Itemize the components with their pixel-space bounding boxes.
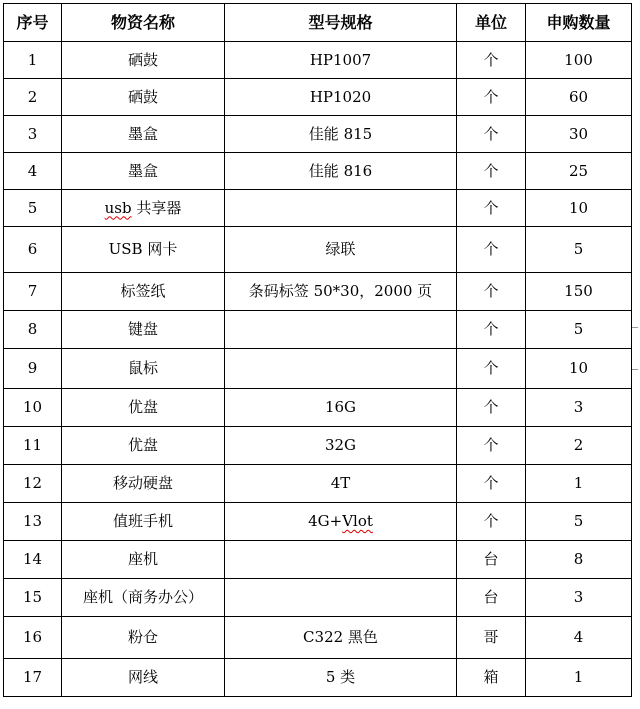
cell-name: 粉仓 — [62, 617, 225, 659]
cell-name: 移动硬盘 — [62, 465, 225, 503]
cell-no: 3 — [4, 116, 62, 153]
edge-mark — [632, 369, 638, 370]
cell-qty: 5 — [526, 503, 632, 541]
cell-no: 9 — [4, 349, 62, 389]
cell-qty: 4 — [526, 617, 632, 659]
table-row — [4, 541, 632, 579]
table-row — [4, 349, 632, 389]
header-unit: 单位 — [457, 4, 526, 42]
table-row — [4, 389, 632, 427]
header-qty: 申购数量 — [526, 4, 632, 42]
cell-name: 键盘 — [62, 311, 225, 349]
cell-spec — [225, 579, 457, 617]
cell-unit: 个 — [457, 227, 526, 273]
cell-name: 硒鼓 — [62, 79, 225, 116]
cell-no: 5 — [4, 190, 62, 227]
cell-name: 优盘 — [62, 389, 225, 427]
cell-name: 鼠标 — [62, 349, 225, 389]
cell-spec: HP1007 — [225, 42, 457, 79]
cell-no: 10 — [4, 389, 62, 427]
cell-qty: 5 — [526, 227, 632, 273]
cell-qty: 30 — [526, 116, 632, 153]
cell-no: 1 — [4, 42, 62, 79]
cell-unit: 箱 — [457, 659, 526, 697]
cell-name: 网线 — [62, 659, 225, 697]
cell-no: 17 — [4, 659, 62, 697]
cell-no: 2 — [4, 79, 62, 116]
cell-no: 14 — [4, 541, 62, 579]
cell-qty: 1 — [526, 465, 632, 503]
cell-unit: 个 — [457, 389, 526, 427]
cell-qty: 10 — [526, 190, 632, 227]
cell-unit: 个 — [457, 349, 526, 389]
cell-no: 8 — [4, 311, 62, 349]
header-name: 物资名称 — [62, 4, 225, 42]
cell-unit: 个 — [457, 116, 526, 153]
cell-unit: 个 — [457, 42, 526, 79]
purchase-request-table — [3, 3, 632, 697]
cell-qty: 3 — [526, 579, 632, 617]
table-row — [4, 153, 632, 190]
header-row — [4, 4, 632, 42]
cell-spec — [225, 541, 457, 579]
cell-name: USB 网卡 — [62, 227, 225, 273]
cell-name: 座机（商务办公） — [62, 579, 225, 617]
cell-qty: 10 — [526, 349, 632, 389]
cell-no: 4 — [4, 153, 62, 190]
cell-spec: 4T — [225, 465, 457, 503]
cell-unit: 个 — [457, 503, 526, 541]
cell-spec: 绿联 — [225, 227, 457, 273]
table-row — [4, 659, 632, 697]
cell-unit: 个 — [457, 427, 526, 465]
cell-unit: 个 — [457, 465, 526, 503]
cell-name: usb 共享器 — [62, 190, 225, 227]
cell-qty: 150 — [526, 273, 632, 311]
cell-no: 13 — [4, 503, 62, 541]
cell-spec: 5 类 — [225, 659, 457, 697]
cell-spec — [225, 349, 457, 389]
cell-spec: 佳能 816 — [225, 153, 457, 190]
cell-spec: 32G — [225, 427, 457, 465]
header-spec: 型号规格 — [225, 4, 457, 42]
cell-no: 12 — [4, 465, 62, 503]
cell-no: 15 — [4, 579, 62, 617]
cell-name: 标签纸 — [62, 273, 225, 311]
cell-name: 优盘 — [62, 427, 225, 465]
cell-no: 7 — [4, 273, 62, 311]
cell-spec: C322 黑色 — [225, 617, 457, 659]
cell-qty: 25 — [526, 153, 632, 190]
cell-unit: 个 — [457, 311, 526, 349]
cell-name: 墨盒 — [62, 153, 225, 190]
cell-spec: HP1020 — [225, 79, 457, 116]
table-row — [4, 79, 632, 116]
cell-unit: 个 — [457, 273, 526, 311]
table-row — [4, 273, 632, 311]
cell-spec — [225, 190, 457, 227]
cell-name: 值班手机 — [62, 503, 225, 541]
cell-qty: 60 — [526, 79, 632, 116]
table-row — [4, 227, 632, 273]
cell-name: 座机 — [62, 541, 225, 579]
table-row — [4, 617, 632, 659]
table-row — [4, 190, 632, 227]
cell-spec: 16G — [225, 389, 457, 427]
cell-no: 6 — [4, 227, 62, 273]
cell-name: 墨盒 — [62, 116, 225, 153]
cell-qty: 8 — [526, 541, 632, 579]
cell-qty: 3 — [526, 389, 632, 427]
table-row — [4, 465, 632, 503]
table-row — [4, 427, 632, 465]
cell-spec: 4G+Vlot — [225, 503, 457, 541]
cell-spec: 佳能 815 — [225, 116, 457, 153]
cell-name: 硒鼓 — [62, 42, 225, 79]
cell-unit: 个 — [457, 153, 526, 190]
table-row — [4, 311, 632, 349]
cell-qty: 2 — [526, 427, 632, 465]
table-row — [4, 503, 632, 541]
cell-qty: 5 — [526, 311, 632, 349]
cell-spec: 条码标签 50*30，2000 页 — [225, 273, 457, 311]
cell-no: 11 — [4, 427, 62, 465]
header-no: 序号 — [4, 4, 62, 42]
cell-unit: 个 — [457, 79, 526, 116]
cell-unit: 台 — [457, 541, 526, 579]
edge-mark — [632, 327, 638, 328]
table-row — [4, 116, 632, 153]
cell-no: 16 — [4, 617, 62, 659]
table-row — [4, 579, 632, 617]
cell-unit: 哥 — [457, 617, 526, 659]
table-row — [4, 42, 632, 79]
cell-qty: 100 — [526, 42, 632, 79]
cell-unit: 台 — [457, 579, 526, 617]
cell-unit: 个 — [457, 190, 526, 227]
cell-spec — [225, 311, 457, 349]
cell-qty: 1 — [526, 659, 632, 697]
